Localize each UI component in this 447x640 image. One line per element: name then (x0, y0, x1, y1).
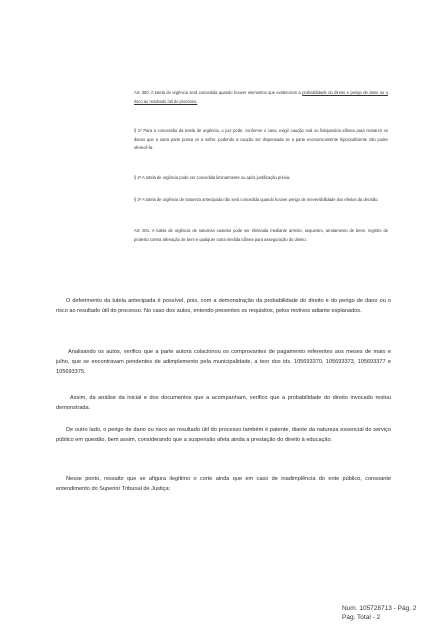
body-paragraph-5-text: Nesse ponto, ressalto que se afigura ilegítimo o corte ainda que em caso de inadimplência do ente público, consoante entendimento do Superior Tribunal de Justiça: (56, 476, 391, 492)
body-paragraph-3-text: Assim, da análise da inicial e dos documentos que a acompanham, verifico que a probabilidade do direito invocado restou demonstrada. (56, 395, 391, 411)
quote-art-301 (134, 227, 388, 244)
quote-art-300 (134, 89, 388, 106)
quote-paragraph-3 (134, 196, 388, 205)
quote-paragraph-2-text: § 2º A tutela de urgência pode ser concedida liminarmente ou após justificação prévia. (134, 175, 291, 180)
footer-total-pages: Pág. Total - 2 (342, 613, 381, 621)
quote-art-301-text: Art. 301. A tutela de urgência de natureza cautelar pode ser efetivada mediante arresto, sequestro, arrolamento de bens, registro de protesto contra alienação de bem e qualquer outra medida idônea para asseguração do direito. (134, 228, 388, 242)
quote-paragraph-3-text: § 3º A tutela de urgência de natureza antecipada não será concedida quando houver perigo de irreversibilidade dos efeitos da decisão. (134, 197, 379, 202)
body-paragraph-1-text: O deferimento da tutela antecipada é possível, pois, com a demonstração da probabilidade do direito e do perigo de dano ou o risco ao resultado útil do processo. No caso dos autos, entendo presentes os requisitos, pelos motivos adiante explanados. (56, 298, 391, 314)
footer-document-number: Num. 105728713 - Pág. 2 (342, 605, 417, 612)
quote-art-300-underlined: probabilidade do direito e perigo de dano ou o risco ao resultado útil do processo. (134, 90, 388, 104)
body-paragraph-4-text: De outro lado, o perigo de dano ou risco ao resultado útil do processo também é patente, diante da natureza essencial do serviço público em questão, bem assim, considerando que a suspensão afeta ainda a prestação do direito à educação. (56, 427, 391, 443)
body-paragraph-2 (56, 347, 391, 377)
body-paragraph-3 (56, 393, 391, 413)
quote-paragraph-2 (134, 174, 388, 183)
body-paragraph-2-text: Analisando os autos, verifico que a parte autora colacionou os comprovantes de pagamento referentes aos meses de maio e julho, que se encontravam pendentes de adimplemento pela municipalidade, a teor dos ids. 105693370, 105693373, 105693377 e 105693375. (56, 349, 391, 375)
body-paragraph-4 (56, 425, 391, 445)
body-paragraph-1 (56, 296, 391, 316)
body-paragraph-5 (56, 474, 391, 494)
quote-paragraph-1 (134, 127, 388, 153)
quote-paragraph-1-text: § 1º Para a concessão da tutela de urgência, o juiz pode, conforme o caso, exigir caução real ou fidejussória idônea para ressarcir os danos que a outra parte possa vir a sofrer, podendo a caução ser dispensada se a parte economicamente hipossuficiente não puder oferecê-la. (134, 128, 388, 150)
page-footer (342, 605, 416, 622)
quote-art-300-lead: Art. 300. A tutela de urgência será concedida quando houver elementos que evidenciem a (134, 90, 303, 95)
